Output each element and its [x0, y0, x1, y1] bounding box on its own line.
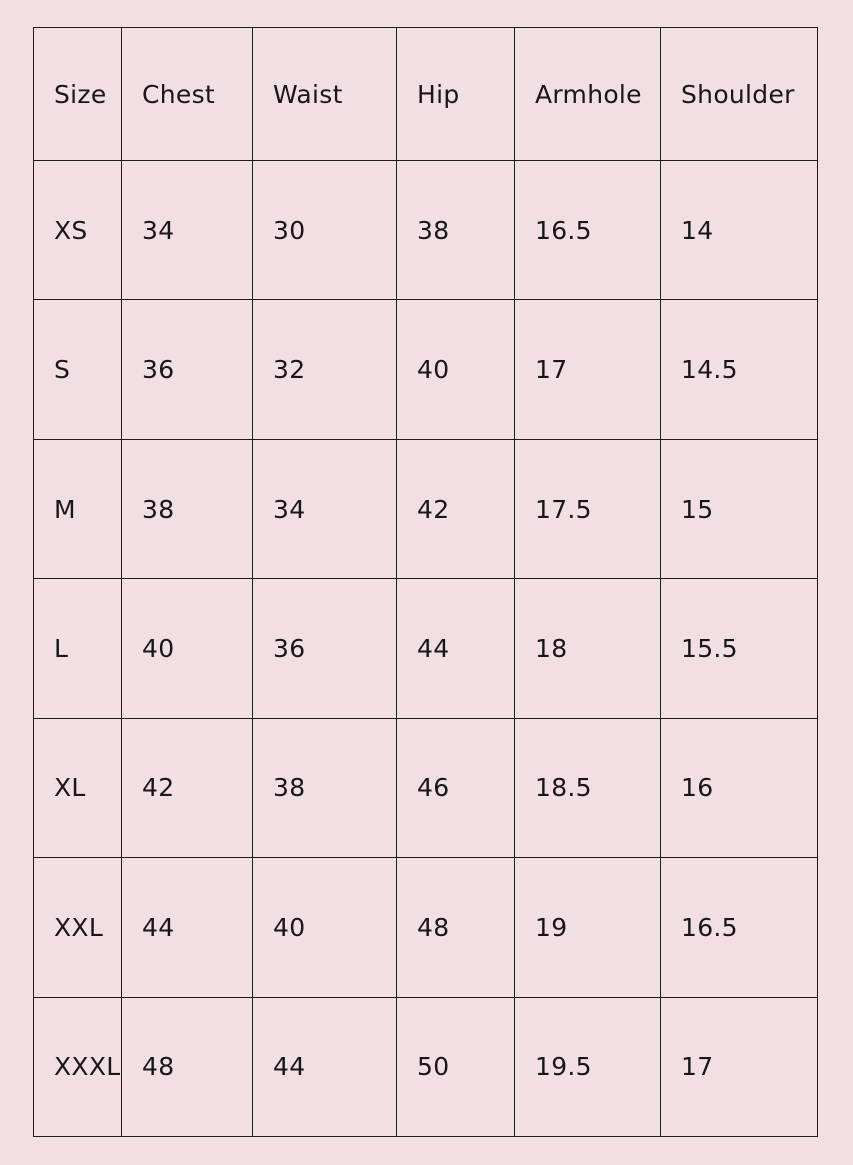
table-row [34, 439, 818, 578]
cell-waist: 36 [253, 579, 397, 718]
cell-waist: 44 [253, 997, 397, 1136]
cell-armhole: 17 [515, 300, 661, 439]
cell-chest: 42 [122, 718, 253, 857]
cell-hip: 44 [397, 579, 515, 718]
cell-armhole: 16.5 [515, 161, 661, 300]
cell-chest: 36 [122, 300, 253, 439]
cell-armhole: 19.5 [515, 997, 661, 1136]
cell-armhole: 17.5 [515, 439, 661, 578]
table-row [34, 858, 818, 997]
cell-size: XL [34, 718, 122, 857]
column-header-waist: Waist [253, 28, 397, 161]
cell-size: XXXL [34, 997, 122, 1136]
column-header-hip: Hip [397, 28, 515, 161]
cell-shoulder: 15.5 [661, 579, 818, 718]
table-row [34, 718, 818, 857]
cell-hip: 48 [397, 858, 515, 997]
cell-shoulder: 15 [661, 439, 818, 578]
column-header-size: Size [34, 28, 122, 161]
cell-chest: 34 [122, 161, 253, 300]
cell-chest: 48 [122, 997, 253, 1136]
table-row [34, 997, 818, 1136]
table-row [34, 300, 818, 439]
cell-hip: 42 [397, 439, 515, 578]
column-header-armhole: Armhole [515, 28, 661, 161]
size-chart-table [33, 27, 818, 1137]
cell-shoulder: 16 [661, 718, 818, 857]
column-header-shoulder: Shoulder [661, 28, 818, 161]
cell-shoulder: 14 [661, 161, 818, 300]
table-header-row [34, 28, 818, 161]
column-header-chest: Chest [122, 28, 253, 161]
cell-size: L [34, 579, 122, 718]
cell-size: S [34, 300, 122, 439]
cell-waist: 32 [253, 300, 397, 439]
cell-size: M [34, 439, 122, 578]
cell-shoulder: 16.5 [661, 858, 818, 997]
size-chart-table-wrapper [33, 27, 817, 1137]
cell-hip: 46 [397, 718, 515, 857]
cell-waist: 30 [253, 161, 397, 300]
cell-shoulder: 14.5 [661, 300, 818, 439]
cell-chest: 44 [122, 858, 253, 997]
cell-hip: 50 [397, 997, 515, 1136]
cell-waist: 40 [253, 858, 397, 997]
cell-hip: 38 [397, 161, 515, 300]
cell-size: XS [34, 161, 122, 300]
table-row [34, 161, 818, 300]
cell-chest: 40 [122, 579, 253, 718]
cell-chest: 38 [122, 439, 253, 578]
cell-hip: 40 [397, 300, 515, 439]
cell-armhole: 18 [515, 579, 661, 718]
cell-shoulder: 17 [661, 997, 818, 1136]
cell-waist: 38 [253, 718, 397, 857]
cell-armhole: 18.5 [515, 718, 661, 857]
cell-armhole: 19 [515, 858, 661, 997]
cell-size: XXL [34, 858, 122, 997]
cell-waist: 34 [253, 439, 397, 578]
table-row [34, 579, 818, 718]
